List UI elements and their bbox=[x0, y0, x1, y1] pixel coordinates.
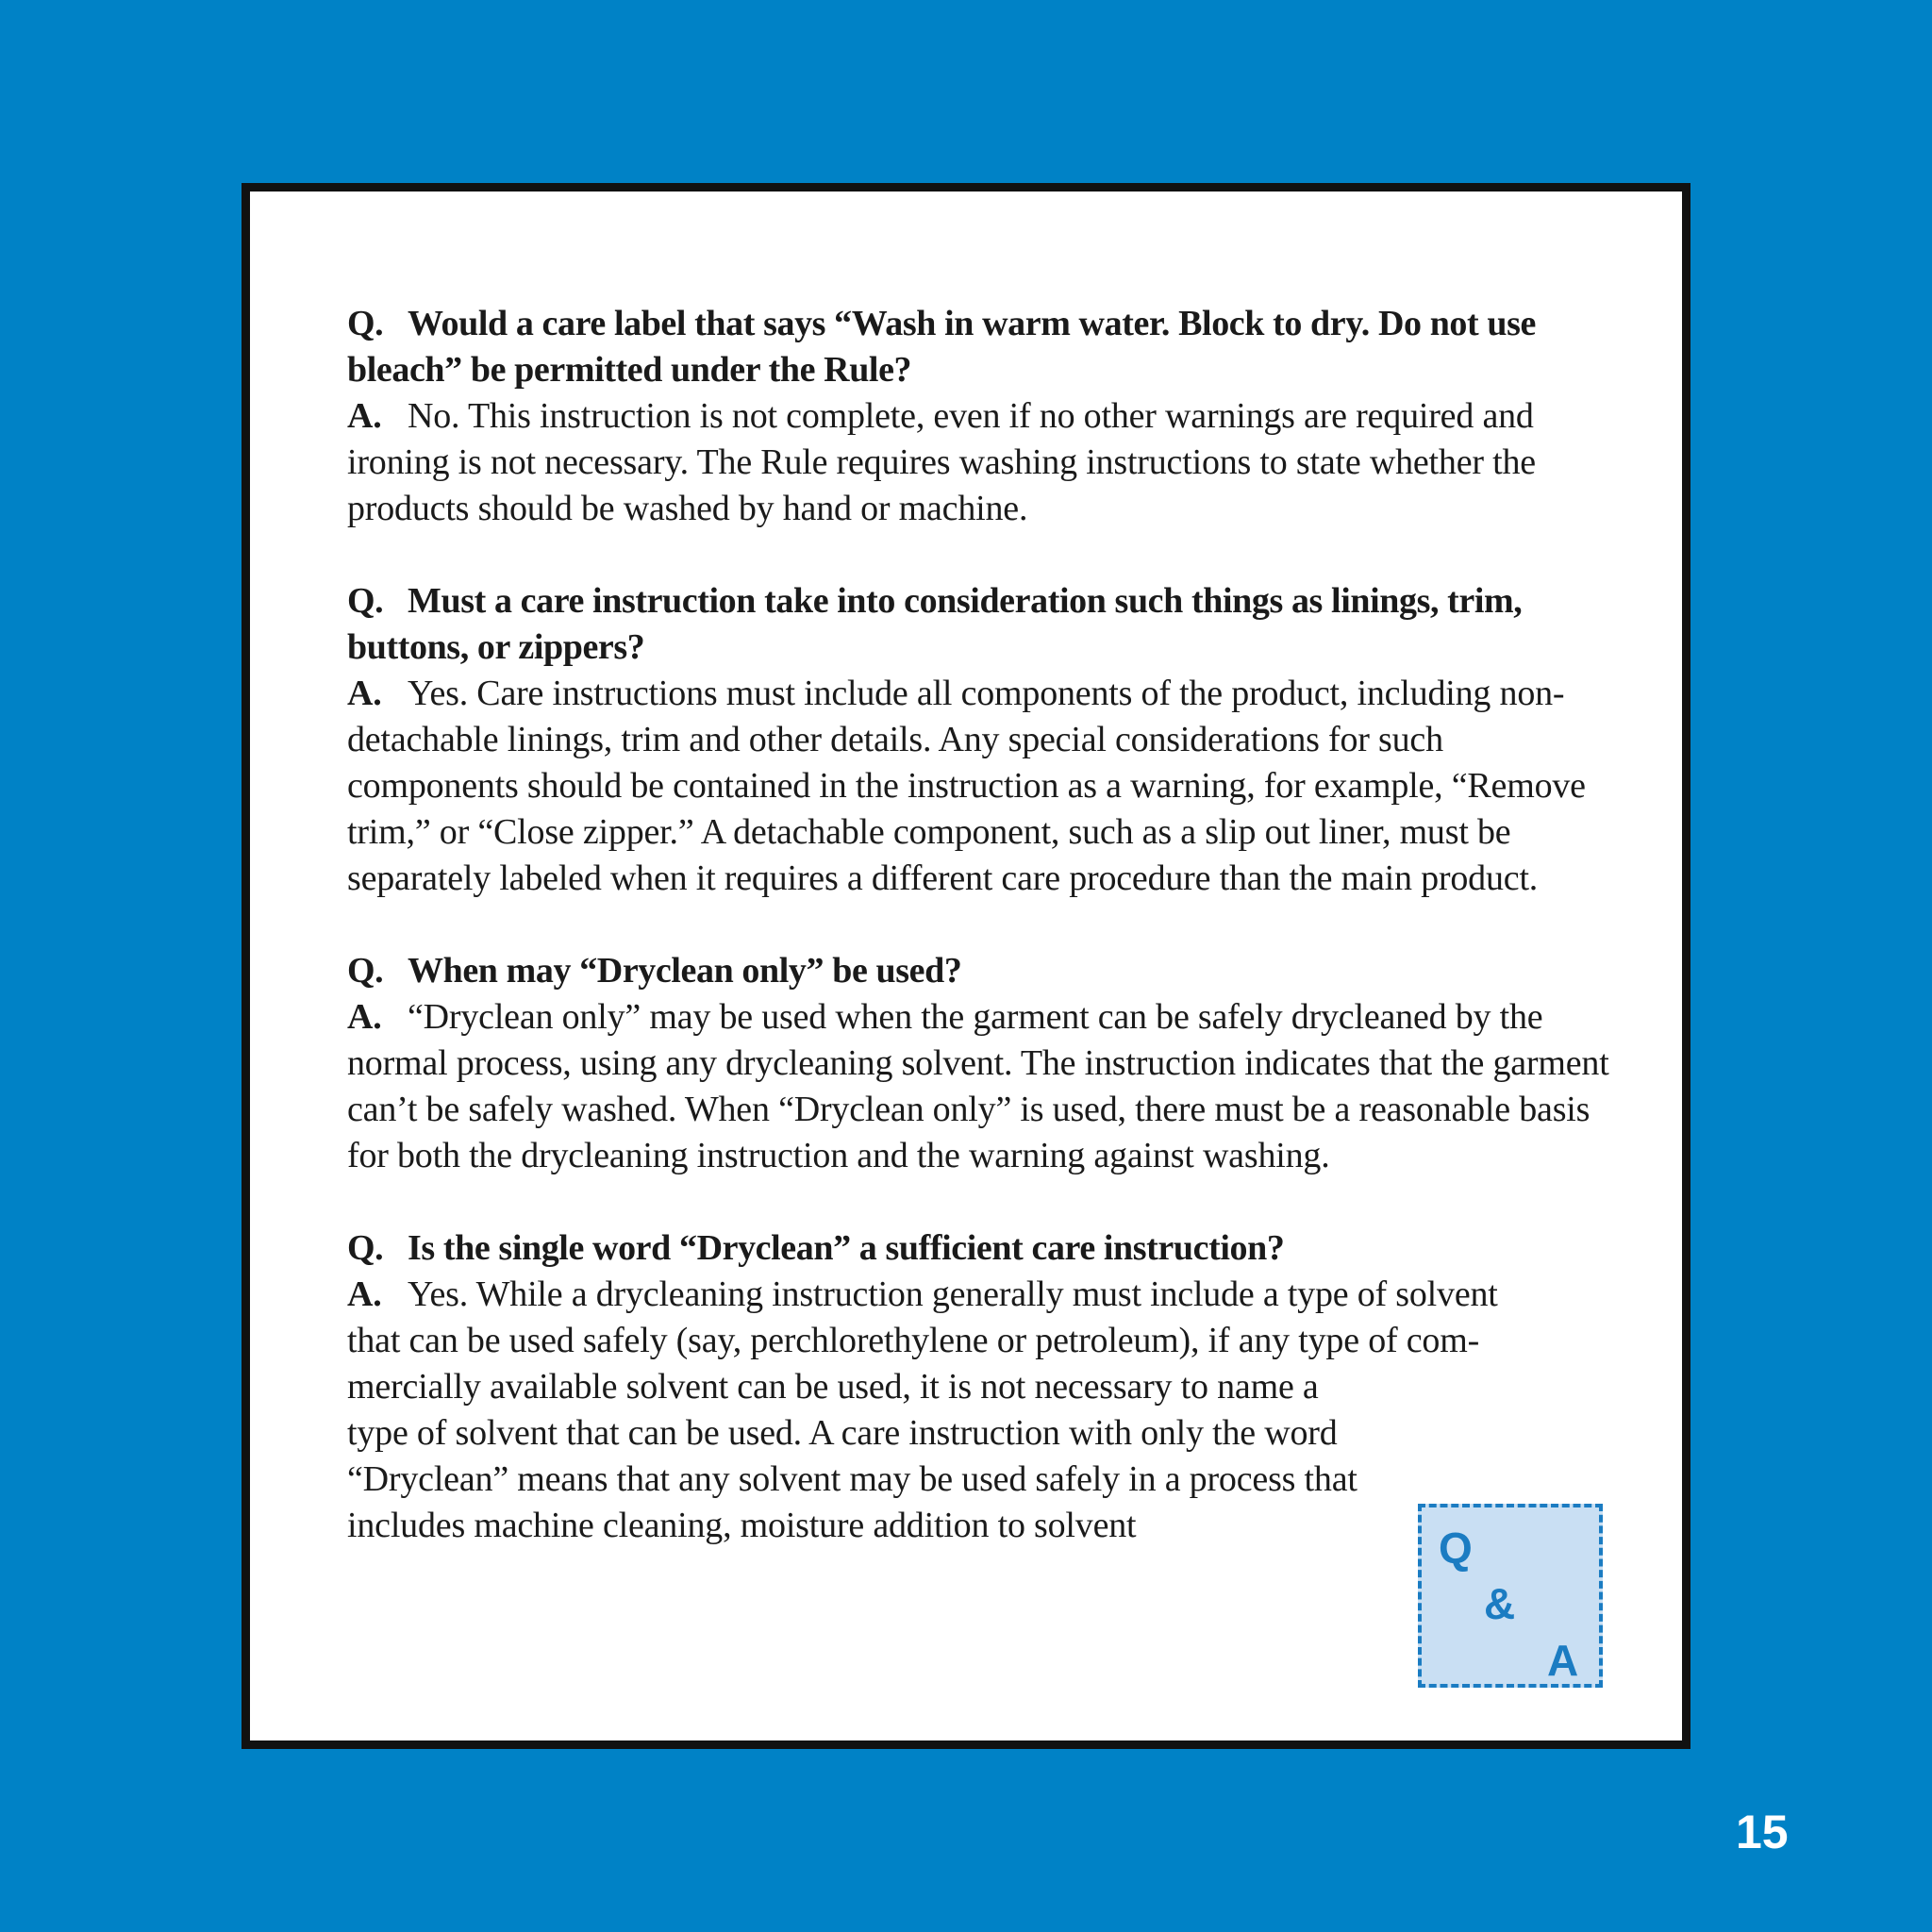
question-body: Must a care instruction take into consideration such things as linings, trim, buttons, or zippers? bbox=[347, 581, 1523, 667]
qa-content bbox=[347, 301, 1616, 1595]
page-panel bbox=[242, 183, 1690, 1749]
answer-text bbox=[347, 671, 1616, 902]
answer-body-rest: mercially available solvent can be used, it is not necessary to name a type of solvent that can be used. A care instruction with only the word “Dryclean” means that any solvent may be used safely in a process that includes machine cleaning, moisture addition to solvent bbox=[347, 1367, 1357, 1545]
answer-line bbox=[347, 1274, 1498, 1314]
answer-text bbox=[347, 393, 1616, 532]
answer-text bbox=[347, 994, 1616, 1179]
answer-body: “Dryclean only” may be used when the garment can be safely drycleaned by the normal process, using any drycleaning solvent. The instruction indicates that the garment can’t be safely washed. When “Dryclean only” is used, there must be a reasonable basis for both the drycleaning instruction and the warning against washing. bbox=[347, 997, 1609, 1175]
logo-letter-a: A bbox=[1547, 1636, 1579, 1685]
question-marker: Q. bbox=[347, 581, 384, 621]
question-marker: Q. bbox=[347, 304, 384, 343]
question-text bbox=[347, 1225, 1616, 1272]
question-body: Is the single word “Dryclean” a sufficient care instruction? bbox=[408, 1228, 1285, 1268]
question-text bbox=[347, 578, 1616, 671]
qa-item bbox=[347, 1225, 1616, 1549]
question-body: When may “Dryclean only” be used? bbox=[408, 951, 962, 991]
question-text bbox=[347, 948, 1616, 994]
answer-marker: A. bbox=[347, 396, 382, 436]
logo-ampersand: & bbox=[1484, 1579, 1516, 1628]
answer-marker: A. bbox=[347, 674, 382, 713]
page-number: 15 bbox=[1736, 1806, 1789, 1858]
answer-marker: A. bbox=[347, 997, 382, 1037]
answer-body: No. This instruction is not complete, even if no other warnings are required and ironing is not necessary. The Rule requires washing instructions to state whether the products should be washed by hand or machine. bbox=[347, 396, 1536, 528]
qa-item bbox=[347, 301, 1616, 532]
answer-body-line2: that can be used safely (say, perchlorethylene or petroleum), if any type of com- bbox=[347, 1321, 1480, 1360]
answer-body: Yes. Care instructions must include all components of the product, including non-detachable linings, trim and other details. Any special considerations for such components should be contained in the instruction as a warning, for example, “Remove trim,” or “Close zipper.” A detachable component, such as a slip out liner, must be separately labeled when it requires a different care procedure than the main product. bbox=[347, 674, 1586, 898]
question-text bbox=[347, 301, 1616, 393]
answer-text bbox=[347, 1272, 1498, 1549]
qa-item bbox=[347, 578, 1616, 902]
qa-item bbox=[347, 948, 1616, 1179]
answer-body-line1: Yes. While a drycleaning instruction generally must include a type of solvent bbox=[408, 1274, 1498, 1314]
question-body: Would a care label that says “Wash in warm water. Block to dry. Do not use bleach” be permitted under the Rule? bbox=[347, 304, 1536, 390]
question-marker: Q. bbox=[347, 1228, 384, 1268]
answer-marker: A. bbox=[347, 1274, 382, 1314]
qa-logo bbox=[1418, 1504, 1603, 1688]
question-marker: Q. bbox=[347, 951, 384, 991]
logo-letter-q: Q bbox=[1439, 1524, 1473, 1573]
